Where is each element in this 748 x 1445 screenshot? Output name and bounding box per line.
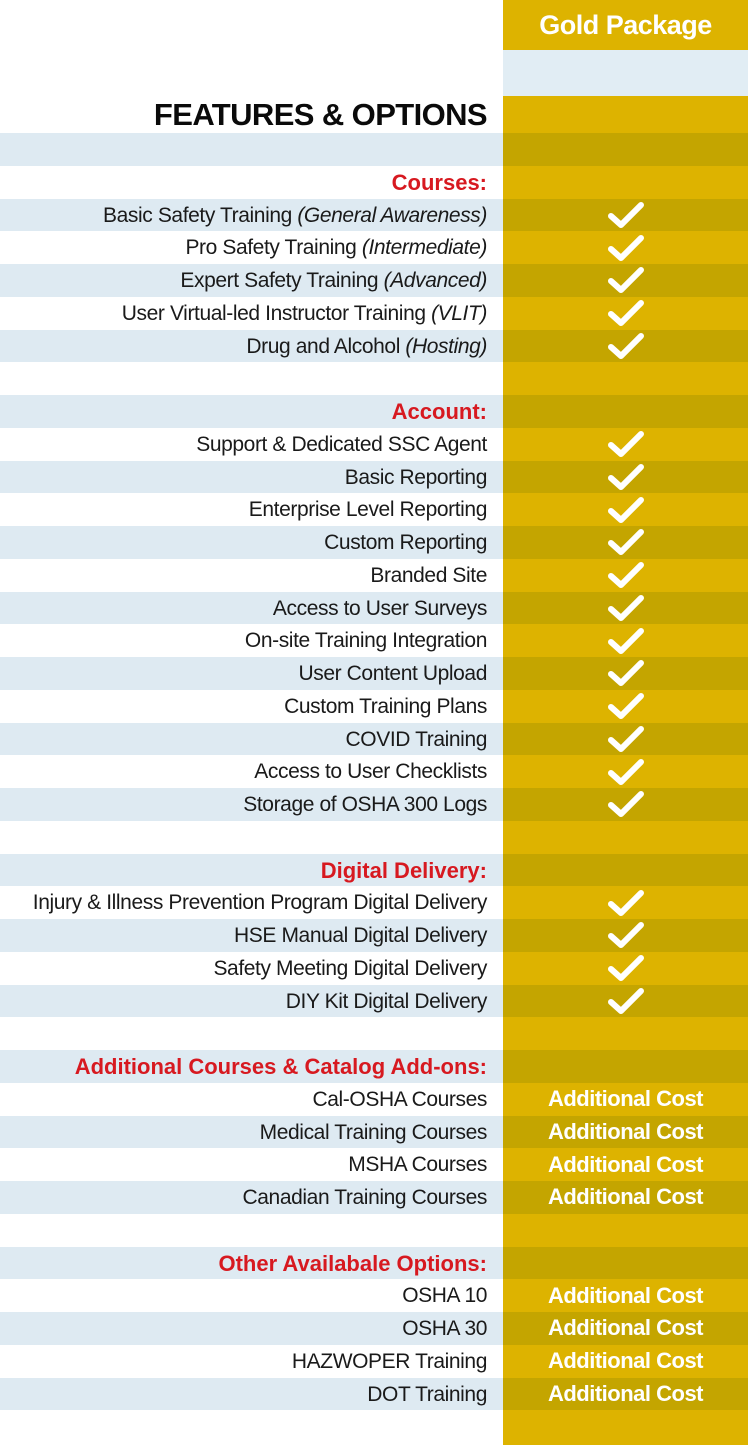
feature-note: (Hosting) [405, 334, 487, 358]
feature-label: Storage of OSHA 300 Logs [243, 793, 487, 816]
feature-label: User Content Upload [298, 662, 487, 685]
feature-note: (Intermediate) [361, 236, 487, 260]
check-mark-icon [607, 626, 645, 656]
check-mark-icon [607, 724, 645, 754]
feature-row [0, 788, 748, 821]
feature-row [0, 755, 748, 788]
feature-label: Access to User Checklists [254, 760, 487, 784]
feature-label: MSHA Courses [348, 1153, 487, 1177]
feature-note: (VLIT) [431, 301, 487, 325]
section-title: Account: [391, 399, 487, 424]
feature-label: COVID Training [345, 727, 487, 751]
feature-label: DOT Training [367, 1382, 487, 1406]
feature-row [0, 297, 748, 330]
feature-label: HSE Manual Digital Delivery [234, 924, 487, 947]
additional-cost-label: Additional Cost [547, 1315, 704, 1341]
feature-label: Enterprise Level Reporting [248, 498, 487, 522]
additional-cost-label: Additional Cost [547, 1118, 704, 1144]
check-mark-icon [607, 593, 645, 623]
section-header-other [0, 1247, 748, 1280]
feature-label: Pro Safety Training [185, 236, 357, 260]
section-title: Digital Delivery: [320, 857, 487, 883]
feature-row [0, 985, 748, 1018]
feature-label: Drug and Alcohol [246, 334, 400, 358]
feature-row [0, 1312, 748, 1345]
check-mark-icon [607, 331, 645, 361]
section-title: Other Availabale Options: [218, 1250, 487, 1276]
check-mark-icon [607, 527, 645, 557]
check-mark-icon [607, 233, 645, 263]
package-header [503, 0, 748, 50]
feature-row [0, 952, 748, 985]
check-mark-icon [607, 789, 645, 819]
package-header-row [0, 0, 748, 50]
feature-label: Custom Training Plans [284, 694, 487, 718]
feature-row [0, 1279, 748, 1312]
spacer-row [0, 362, 748, 395]
check-mark-icon [607, 265, 645, 295]
check-mark-icon [607, 462, 645, 492]
feature-row [0, 1116, 748, 1149]
features-heading: FEATURES & OPTIONS [0, 96, 503, 133]
feature-row [0, 1148, 748, 1181]
feature-label: DIY Kit Digital Delivery [285, 989, 487, 1013]
feature-row [0, 493, 748, 526]
check-mark-icon [607, 200, 645, 230]
section-header-digital [0, 854, 748, 887]
feature-row [0, 657, 748, 690]
feature-row [0, 1378, 748, 1411]
feature-label: Cal-OSHA Courses [312, 1087, 487, 1111]
section-header-addons [0, 1050, 748, 1083]
feature-row [0, 919, 748, 952]
feature-note: (General Awareness) [297, 203, 487, 227]
spacer-row [0, 1214, 748, 1247]
additional-cost-label: Additional Cost [547, 1086, 704, 1112]
additional-cost-label: Additional Cost [547, 1184, 704, 1210]
spacer-row [0, 133, 748, 166]
feature-row [0, 624, 748, 657]
features-heading-row [0, 96, 748, 133]
feature-label: Medical Training Courses [259, 1120, 487, 1144]
check-mark-icon [607, 560, 645, 590]
feature-row [0, 723, 748, 756]
section-header-courses [0, 166, 748, 199]
check-mark-icon [607, 429, 645, 459]
feature-row [0, 559, 748, 592]
feature-label: Injury & Illness Prevention Program Digital Delivery [32, 891, 487, 915]
feature-label: Support & Dedicated SSC Agent [196, 432, 487, 456]
additional-cost-label: Additional Cost [547, 1380, 704, 1406]
spacer-row [0, 1410, 748, 1445]
additional-cost-label: Additional Cost [547, 1151, 704, 1177]
feature-row [0, 1345, 748, 1378]
package-title: Gold Package [539, 9, 712, 40]
feature-note: (Advanced) [383, 269, 487, 292]
feature-row [0, 886, 748, 919]
additional-cost-label: Additional Cost [547, 1348, 704, 1374]
feature-label: Expert Safety Training [180, 269, 379, 292]
feature-row [0, 199, 748, 232]
additional-cost-label: Additional Cost [547, 1282, 704, 1308]
section-title: Additional Courses & Catalog Add-ons: [74, 1054, 487, 1079]
feature-label: On-site Training Integration [244, 629, 487, 653]
check-mark-icon [607, 757, 645, 787]
feature-label: Custom Reporting [324, 531, 487, 554]
check-mark-icon [607, 495, 645, 525]
section-header-account [0, 395, 748, 428]
feature-row [0, 592, 748, 625]
feature-row [0, 690, 748, 723]
feature-row [0, 330, 748, 363]
check-mark-icon [607, 888, 645, 918]
feature-label: Canadian Training Courses [242, 1186, 487, 1209]
feature-label: Basic Safety Training [103, 203, 292, 227]
feature-label: User Virtual-led Instructor Training [121, 301, 426, 325]
feature-label: Branded Site [370, 563, 487, 587]
feature-row [0, 1181, 748, 1214]
check-mark-icon [607, 953, 645, 983]
section-title: Courses: [391, 169, 487, 195]
spacer-row [0, 1017, 748, 1050]
feature-row [0, 461, 748, 494]
feature-label: Basic Reporting [344, 465, 487, 489]
feature-label: OSHA 30 [402, 1317, 487, 1340]
feature-row [0, 231, 748, 264]
feature-row [0, 526, 748, 559]
feature-label: HAZWOPER Training [291, 1349, 487, 1373]
check-mark-icon [607, 920, 645, 950]
feature-row [0, 428, 748, 461]
feature-row [0, 264, 748, 297]
check-mark-icon [607, 298, 645, 328]
check-mark-icon [607, 691, 645, 721]
check-mark-icon [607, 658, 645, 688]
feature-label: OSHA 10 [402, 1284, 487, 1308]
feature-label: Safety Meeting Digital Delivery [213, 956, 487, 980]
spacer-row [0, 821, 748, 854]
feature-row [0, 1083, 748, 1116]
spacer-row [0, 50, 748, 96]
check-mark-icon [607, 986, 645, 1016]
feature-label: Access to User Surveys [272, 596, 487, 620]
